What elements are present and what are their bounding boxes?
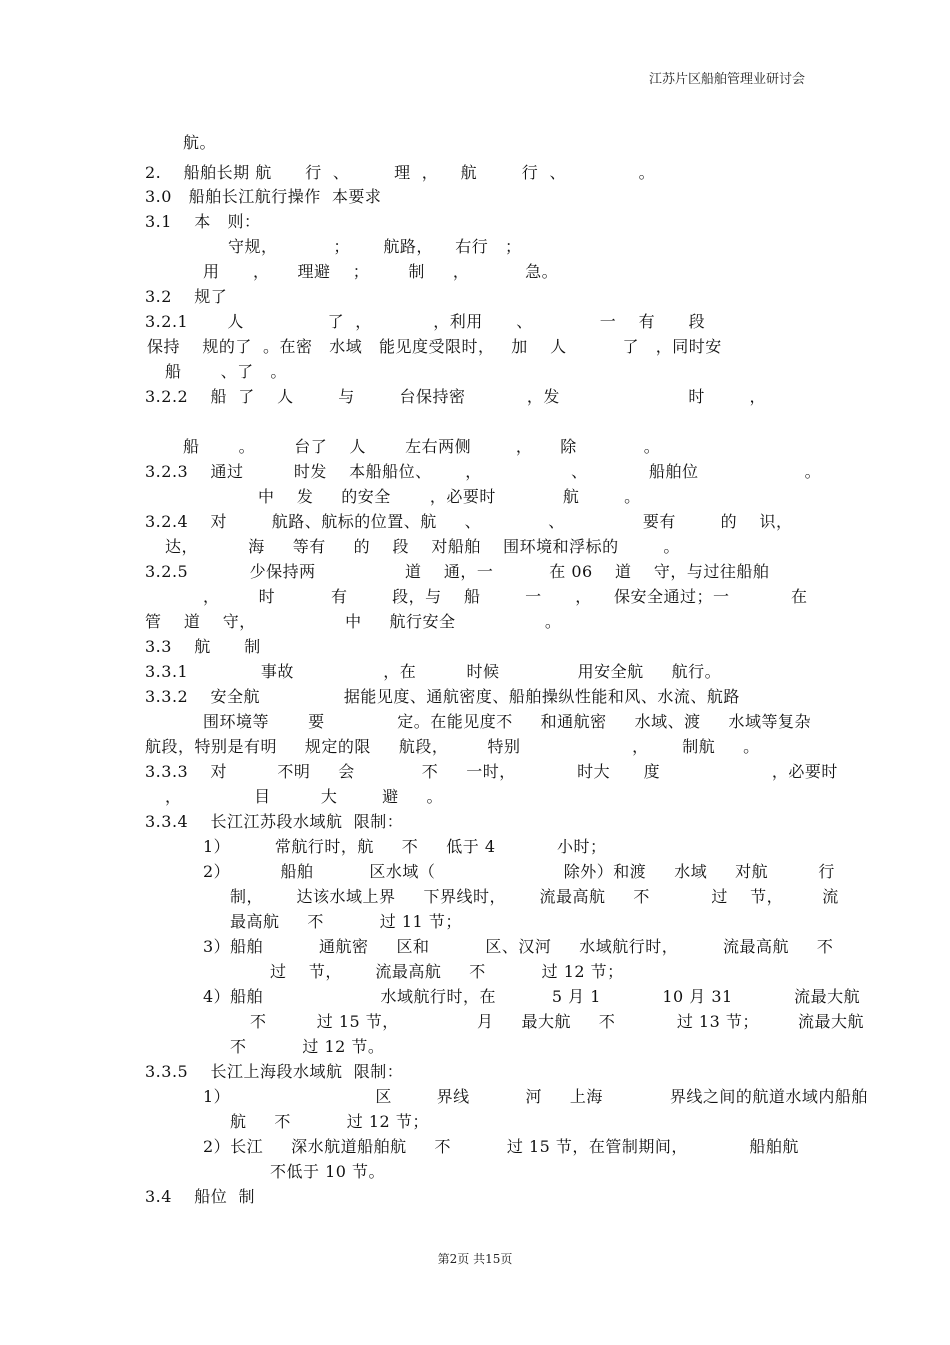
text-line: 达， 海 等有 的 段 对船舶 围环境和浮标的 。: [165, 537, 680, 556]
text-line: 3.2.3 通过 时发 本船船位、 ， 、 船舶位 。: [145, 462, 822, 481]
text-line: 2. 船舶长期 航 行 、 理 ， 航 行 、 。: [145, 163, 656, 182]
text-line: 保持 规的了 。在密 水域 能见度受限时， 加 人 了 ，同时安: [147, 337, 722, 356]
text-line: 3.2.4 对 航路、航标的位置、航 、 、 要有 的 识，: [145, 512, 793, 531]
list-item: 2） 船舶 区水域（ 除外）和渡 水域 对航 行: [203, 862, 835, 881]
section-heading: 3.3 航 制: [145, 637, 261, 656]
list-item: 1） 区 界线 河 上海 界线之间的航道水域内船舶: [203, 1087, 868, 1106]
text-line: 航。: [183, 133, 217, 152]
text-line: 管 道 守， 中 航行安全 。: [145, 612, 562, 631]
text-line: 中 发 的安全 ，必要时 航 。: [258, 487, 641, 506]
text-line: 3.3.1 事故 ，在 时候 用安全航 航行。: [145, 662, 722, 681]
section-heading: 3.3.4 长江江苏段水域航 限制：: [145, 812, 404, 831]
text-line: 3.2.2 船 了 人 与 台保持密 ，发 时 ，: [145, 387, 767, 406]
section-heading: 3.4 船位 制: [145, 1187, 255, 1206]
text-line: 围环境等 要 定。在能见度不 和通航密 水域、渡 水域等复杂: [203, 712, 812, 731]
text-line: 守规， ； 航路， 右行 ；: [228, 237, 522, 256]
text-line: 航段，特别是有明 规定的限 航段， 特别 ， 制航 。: [145, 737, 760, 756]
list-item: 2）长江 深水航道船舶航 不 过 15 节，在管制期间， 船舶航: [203, 1137, 799, 1156]
list-item: 最高航 不 过 11 节；: [230, 912, 462, 931]
text-line: 3.2.1 人 了 ， ，利用 、 一 有 段: [145, 312, 706, 331]
section-heading: 3.0 船舶长江航行操作 本要求: [145, 187, 382, 206]
text-line: ， 目 大 避 。: [165, 787, 444, 806]
list-item: 不 过 12 节。: [230, 1037, 385, 1056]
text-line: 船 、了 。: [165, 362, 287, 381]
list-item: 3）船舶 通航密 区和 区、汉河 水域航行时， 流最高航 不: [203, 937, 834, 956]
text-line: ， 时 有 段，与 船 一 ， 保安全通过；一 在: [203, 587, 808, 606]
page-header: 江苏片区船舶管理业研讨会: [648, 72, 805, 87]
list-item: 不 过 15 节， 月 最大航 不 过 13 节； 流最大航: [250, 1012, 864, 1031]
list-item: 4）船舶 水域航行时，在 5 月 1 10 月 31 流最大航: [203, 987, 861, 1006]
text-line: 3.3.3 对 不明 会 不 一时， 时大 度 ，必要时: [145, 762, 838, 781]
text-line: 3.2.5 少保持两 道 通，一 在 06 道 守，与过往船舶: [145, 562, 770, 581]
text-line: 用 ， 理避 ； 制 ， 急。: [203, 262, 559, 281]
page-number: 第2页 共15页: [437, 1252, 513, 1266]
list-item: 制， 达该水域上界 下界线时， 流最高航 不 过 节， 流: [230, 887, 839, 906]
text-line: 3.3.2 安全航 据能见度、通航密度、船舶操纵性能和风、水流、航路: [145, 687, 740, 706]
list-item: 不低于 10 节。: [270, 1162, 386, 1181]
section-heading: 3.1 本 则：: [145, 212, 261, 231]
list-item: 1） 常航行时，航 不 低于 4 小时；: [203, 837, 607, 856]
section-heading: 3.2 规了: [145, 287, 228, 306]
section-heading: 3.3.5 长江上海段水域航 限制：: [145, 1062, 404, 1081]
text-line: 船 。 台了 人 左右两侧 ， 除 。: [183, 437, 661, 456]
list-item: 航 不 过 12 节；: [230, 1112, 429, 1131]
list-item: 过 节， 流最高航 不 过 12 节；: [270, 962, 624, 981]
